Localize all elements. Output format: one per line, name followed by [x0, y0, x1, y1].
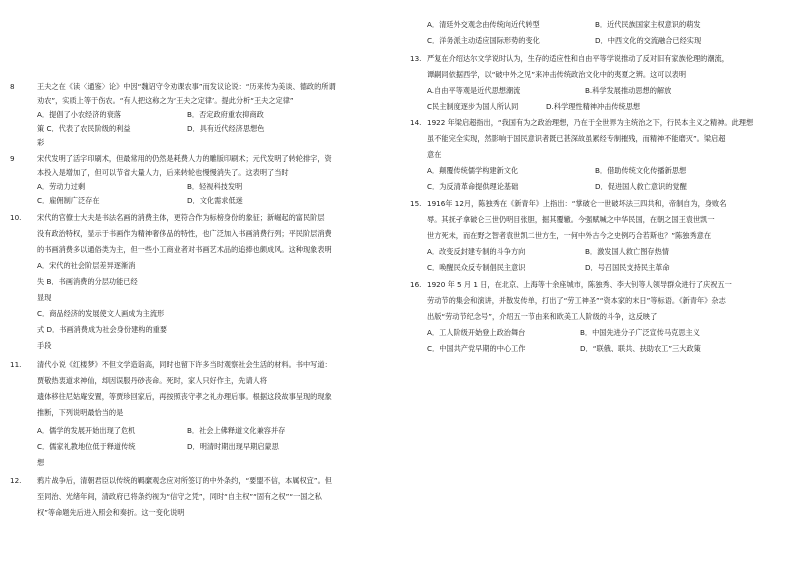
q12-number: 12. [10, 476, 22, 485]
q12-option-b: B．近代民族国家主权意识的萌发 [595, 20, 701, 29]
q16-option-c: C．中国共产党早期的中心工作 [427, 344, 526, 353]
q15-option-c: C．唤醒民众反专制倡民主意识 [427, 263, 526, 272]
q11-option-tail: 想 [37, 458, 45, 467]
q9-option-b: B．轻视科技发明 [187, 182, 243, 191]
q15-option-b: B．激发国人救亡图存热情 [585, 247, 669, 256]
q12-text-line1: 鸦片战争后，清朝君臣以传统的羁縻观念应对所签订的中外条约，“要盟不信，本属权宜”。但 [37, 476, 332, 485]
q16-number: 16. [410, 280, 422, 289]
q9-option-a: A．劳动力过剩 [37, 182, 86, 191]
q8-text-line1: 王夫之在《读〈通鉴〉论》中因“魏诏守令劝课农事”而发议论说：“历来传为美谈、德政的所谓 [37, 82, 336, 91]
q13-number: 13. [410, 54, 422, 63]
q14-number: 14. [410, 118, 422, 127]
q14-text-line3: 意在 [427, 150, 442, 159]
q11-number: 11. [10, 360, 22, 369]
q13-option-b: B.科学发展推动思想的解放 [585, 86, 672, 95]
q10-option-c-line3: 手段 [37, 341, 52, 350]
q9-number: 9 [10, 154, 15, 163]
q15-text-line3: 世方死未，而在野之智者袁世凯二世方生，一何中外古今之史例巧合若斯也？”陈独秀意在 [427, 231, 712, 240]
q13-option-d: D.科学理性精神冲击传统思想 [546, 102, 641, 111]
q16-text-line3: 出版“劳动节纪念号”，介绍五一节由来和欧美工人阶级的斗争，这反映了 [427, 312, 658, 321]
q13-text-line2: 谭嗣同依据西学，以“破中外之见”来冲击传统政治文化中的夷夏之辨。这可以表明 [427, 70, 687, 79]
q13-option-a: A.自由平等观是近代思想潮流 [427, 86, 521, 95]
q8-option-a: A．提倡了小农经济的衰落 [37, 110, 121, 119]
q10-option-a-line2: 失 B．书画消费的分层功能已经 [37, 277, 138, 286]
q11-option-c: C．儒家礼教地位低于释道传统 [37, 442, 136, 451]
q8-option-tail: 彩 [37, 138, 45, 147]
q16-text-line1: 1920 年 5 月 1 日，在北京、上海等十余座城市，陈独秀、李大钊等人领导群众进行了庆祝五一 [427, 280, 732, 289]
q15-text-line2: 辱。其抚孑拿破仑三世仍明目张胆，掘其覆辙。今强赋喊之中华民国，在朝之国王袁世凯一 [427, 215, 715, 224]
q9-option-d: D．文化需求低迷 [187, 196, 243, 205]
q12-option-d: D．中西文化的交流融合已经实现 [595, 36, 702, 45]
q15-text-line1: 1916年 12月，陈独秀在《新青年》上指出：“掌破仑一世破坏法三四共和，帝制自为，身败名 [427, 199, 727, 208]
q10-option-c: C．商品经济的发展使文人画成为主流形 [37, 309, 165, 318]
q11-text-line1: 清代小说《红楼梦》不但文学造诣高，同时也留下许多当时观察社会生活的材料。书中写道： [37, 360, 332, 369]
q9-option-c: C．雇佣制广泛存在 [37, 196, 100, 205]
q16-option-b: B．中国先进分子广泛宣传马克思主义 [580, 328, 700, 337]
q13-text-line1: 严复在介绍达尔文学说时认为，生存的适应性和自由平等学说推动了反对旧有家族伦理的潮流， [427, 54, 729, 63]
q11-option-b: B．社会上佛释道文化兼容并存 [187, 426, 286, 435]
q15-number: 15. [410, 199, 422, 208]
q11-option-d: D．明清时期出现早期启蒙思 [187, 442, 279, 451]
q16-text-line2: 劳动节的集会和演讲，并散发传单，打出了“劳工神圣”“资本家的末日”等标语。《新青年》杂志 [427, 296, 726, 305]
q11-text-line2: 贾敬热衷道求神仙，却因误服丹砂丧命。死时，家人只好作主，先请人将 [37, 376, 268, 385]
q15-option-d: D．号召国民支持民主革命 [585, 263, 670, 272]
q8-number: 8 [10, 82, 15, 91]
q10-text-line2: 没有政治特权，显示于书画作为精神奢侈品的特性，也广泛加入书画消费行列；平民阶层消费 [37, 229, 332, 238]
q12-text-line2: 至同治、光绪年间，清政府已将条约视为“信守之凭”，同时“自主权”“固有之权”“一国之私 [37, 492, 322, 501]
q12-option-c: C．洋务派主动适应国际形势的变化 [427, 36, 540, 45]
q10-text-line1: 宋代的官僚士大夫是书法名画的消费主体，更符合作为标榜身份的象征；新崛起的富民阶层 [37, 213, 325, 222]
q15-option-a: A．改变反封建专制的斗争方向 [427, 247, 526, 256]
q12-option-a: A．清廷外交观念由传统向近代转型 [427, 20, 540, 29]
q16-option-a: A．工人阶级开始登上政治舞台 [427, 328, 526, 337]
q13-option-c: C民主制度逐步为国人所认同 [427, 102, 519, 111]
q8-option-b: B．否定政府重农抑商政 [187, 110, 264, 119]
q11-text-line3: 遗体移往尼姑庵安置，等贾珍回家后，再按照丧守孝之礼办理后事。根据这段故事呈现的现象 [37, 392, 332, 401]
q12-text-line3: 权”等命题先后进入照会和奏折。这一变化说明 [37, 508, 185, 517]
q10-option-a: A．宋代的社会阶层差异逐渐消 [37, 261, 136, 270]
q11-option-a: A．儒学的发展开始出现了危机 [37, 426, 136, 435]
q11-text-line4: 推断，下列说明最恰当的是 [37, 408, 124, 417]
q14-option-b: B．借助传统文化传播新思想 [595, 166, 687, 175]
q9-text-line2: 本投入是增加了，但可以节省大量人力，后来转轮也慢慢消失了。这表明了当时 [37, 168, 289, 177]
q16-option-d: D．“联俄、联共、扶助农工”三大政策 [580, 344, 701, 353]
q8-text-line2: 劝农”，实质上等于伤农。“有人把这称之为‘王夫之定律’。提此分析“王夫之定律” [37, 96, 294, 105]
q8-option-c: 策 C．代表了农民阶级的利益 [37, 124, 131, 133]
q10-option-c-line2: 式 D．书画消费成为社会身份建构的重要 [37, 325, 168, 334]
q14-text-line2: 虽不能完全实现，然影响于国民意识者既已甚深故虽累经专制摧残，而精神不能磨灭”。梁启超 [427, 134, 726, 143]
q10-option-a-line3: 显现 [37, 293, 52, 302]
q14-option-d: D．促进国人救亡意识的觉醒 [595, 182, 687, 191]
q10-text-line3: 的书画消费多以通俗类为主，但一些小工商业者对书画艺术品的追捧也颇成风。这种现象表明 [37, 245, 332, 254]
q14-option-a: A．颠覆传统儒学构建新文化 [427, 166, 519, 175]
q8-option-d: D．具有近代经济思想色 [187, 124, 265, 133]
q10-number: 10. [10, 213, 22, 222]
q9-text-line1: 宋代发明了活字印刷术，但最常用的仍然是耗费人力的雕版印刷术；元代发明了转轮排字，资 [37, 154, 332, 163]
q14-option-c: C．为反清革命提供理论基础 [427, 182, 519, 191]
q14-text-line1: 1922 年梁启超指出，“我国有为之政治理想，乃在于全世界为主统治之下，行民本主义之精神。此理想 [427, 118, 754, 127]
